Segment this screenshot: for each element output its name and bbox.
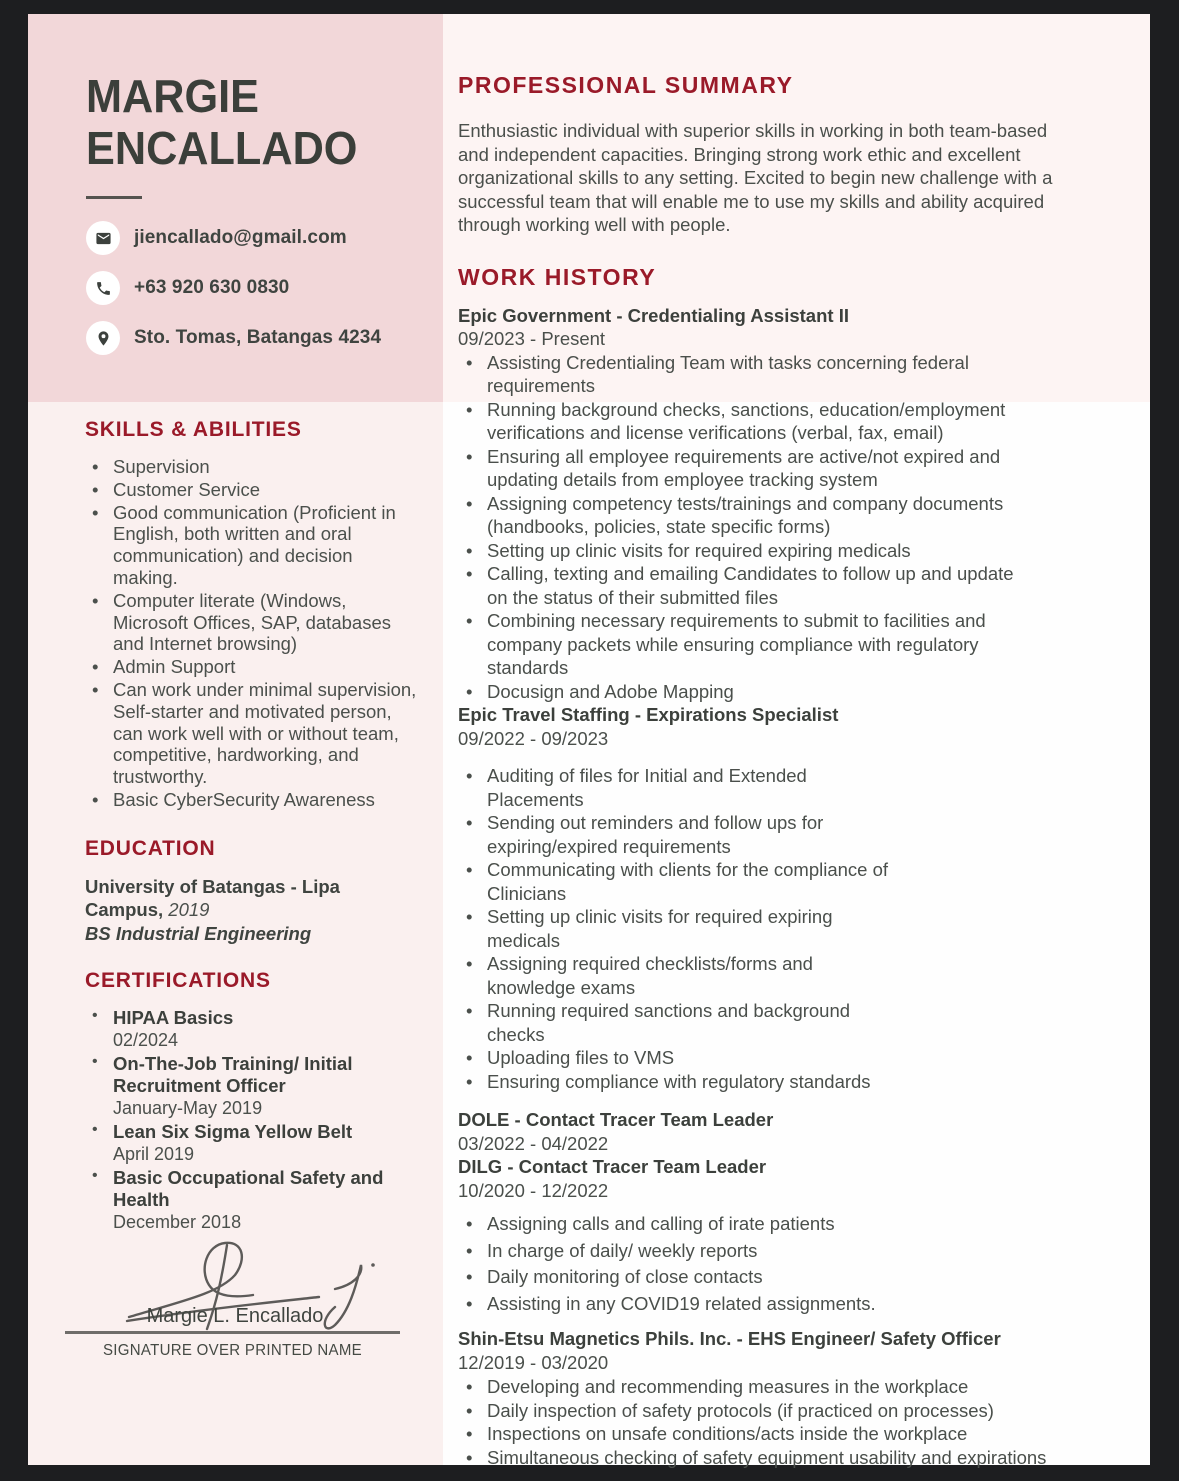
job-dates: 03/2022 - 04/2022 — [458, 1132, 609, 1154]
job-bullet: • Auditing of files for Initial and Extended Placements — [458, 764, 903, 811]
education-section — [85, 837, 417, 946]
job-entry — [458, 1327, 1070, 1469]
job-bullet: • Communicating with clients for the compliance of Clinicians — [458, 858, 903, 905]
contact-block — [86, 221, 419, 355]
job-bullets — [458, 1375, 1070, 1469]
email-icon — [86, 221, 120, 255]
signature-printed-name: Margie L. Encallado — [146, 1305, 324, 1328]
job-bullets — [458, 764, 1070, 1093]
job-bullet: • Setting up clinic visits for required expiring medicals — [458, 905, 903, 952]
certification-date: December 2018 — [113, 1212, 242, 1233]
job-bullets — [458, 1212, 1070, 1315]
job-title: DOLE - Contact Tracer Team Leader — [458, 1109, 774, 1130]
job-bullet: • Daily inspection of safety protocols (if practiced on processes) — [458, 1399, 1070, 1423]
signature-line — [65, 1331, 400, 1334]
person-name — [86, 70, 399, 174]
jobs-list — [458, 304, 1070, 1470]
job-title: Shin-Etsu Magnetics Phils. Inc. - EHS Engineer/ Safety Officer — [458, 1328, 1001, 1349]
contact-email-row — [86, 221, 419, 255]
job-bullet: • Ensuring compliance with regulatory standards — [458, 1070, 903, 1094]
job-bullet: • In charge of daily/ weekly reports — [458, 1239, 1070, 1263]
certification-title: • Lean Six Sigma Yellow Belt — [113, 1121, 353, 1143]
certification-date: January-May 2019 — [113, 1098, 263, 1119]
job-bullet: • Ensuring all employee requirements are active/not expired and updating details from employee tracking system — [458, 445, 1033, 492]
skill-item: • Computer literate (Windows, Microsoft Offices, SAP, databases and Internet browsing) — [85, 590, 417, 655]
name-underline — [86, 196, 142, 199]
education-year: 2019 — [168, 899, 210, 921]
job-bullet: • Assisting Credentialing Team with tasks concerning federal requirements — [458, 351, 1033, 398]
certifications-heading: CERTIFICATIONS — [85, 969, 271, 993]
job-bullets — [458, 351, 1070, 704]
job-bullet: • Uploading files to VMS — [458, 1046, 903, 1070]
certification-title: • On-The-Job Training/ Initial Recruitment Officer — [113, 1053, 353, 1097]
job-bullet: • Assigning required checklists/forms and knowledge exams — [458, 952, 903, 999]
education-school: University of Batangas - Lipa Campus, — [85, 875, 340, 921]
job-bullet: • Combining necessary requirements to submit to facilities and company packets while ensuring compliance with regulatory standards — [458, 609, 1033, 680]
job-title: DILG - Contact Tracer Team Leader — [458, 1156, 767, 1177]
job-entry — [458, 1155, 1070, 1315]
certification-title: • Basic Occupational Safety and Health — [113, 1167, 384, 1211]
job-bullet: • Assigning competency tests/trainings and company documents (handbooks, policies, state specific forms) — [458, 492, 1033, 539]
job-dates: 09/2023 - Present — [458, 328, 606, 349]
job-bullet: • Daily monitoring of close contacts — [458, 1265, 1070, 1289]
certifications-list — [85, 1007, 417, 1233]
signature-block — [85, 1235, 430, 1360]
resume-page — [28, 14, 1150, 1468]
education-school-line — [85, 875, 417, 922]
job-dates: 10/2020 - 12/2022 — [458, 1179, 609, 1201]
certification-item — [85, 1007, 417, 1051]
phone-icon — [86, 271, 120, 305]
education-degree: BS Industrial Engineering — [85, 922, 312, 944]
contact-phone-row — [86, 271, 419, 305]
email-text: jiencallado@gmail.com — [134, 227, 347, 248]
skill-item: • Supervision — [85, 456, 417, 478]
certification-date: April 2019 — [113, 1144, 195, 1165]
sidebar-body — [28, 402, 443, 1360]
certifications-section — [85, 969, 417, 1233]
job-entry — [458, 1108, 1070, 1155]
job-bullet: • Docusign and Adobe Mapping — [458, 680, 1033, 704]
certification-item — [85, 1167, 417, 1233]
certification-title: • HIPAA Basics — [113, 1007, 234, 1029]
certification-item — [85, 1053, 417, 1119]
skill-item: • Customer Service — [85, 479, 417, 501]
header-block — [28, 14, 443, 402]
certification-date: 02/2024 — [113, 1030, 179, 1051]
job-entry — [458, 304, 1070, 704]
work-history-heading: WORK HISTORY — [458, 263, 657, 290]
name-last: ENCALLADO — [86, 122, 358, 174]
job-bullet: • Simultaneous checking of safety equipment usability and expirations — [458, 1446, 1070, 1470]
job-bullet: • Running background checks, sanctions, education/employment verifications and license verifications (verbal, fax, email) — [458, 398, 1033, 445]
skill-item: • Admin Support — [85, 656, 417, 678]
skills-list — [85, 456, 417, 811]
job-bullet: • Inspections on unsafe conditions/acts inside the workplace — [458, 1422, 1070, 1446]
skill-item: • Good communication (Proficient in English, both written and oral communication) and decision making. — [85, 502, 417, 589]
job-bullet: • Running required sanctions and background checks — [458, 999, 903, 1046]
education-heading: EDUCATION — [85, 836, 216, 860]
job-dates: 09/2022 - 09/2023 — [458, 727, 609, 749]
summary-heading: PROFESSIONAL SUMMARY — [458, 72, 794, 98]
location-icon — [86, 321, 120, 355]
sidebar — [28, 14, 443, 1465]
signature-caption: SIGNATURE OVER PRINTED NAME — [102, 1342, 363, 1360]
main-content — [443, 14, 1150, 1469]
job-bullet: • Sending out reminders and follow ups for expiring/expired requirements — [458, 811, 903, 858]
job-bullet: • Setting up clinic visits for required expiring medicals — [458, 539, 1033, 563]
job-bullet: • Assigning calls and calling of irate patients — [458, 1212, 1070, 1236]
location-text: Sto. Tomas, Batangas 4234 — [134, 327, 382, 348]
main-column — [443, 14, 1150, 1468]
name-first: MARGIE — [86, 70, 259, 122]
job-bullet: • Developing and recommending measures in the workplace — [458, 1375, 1070, 1399]
contact-location-row — [86, 321, 419, 355]
job-entry — [458, 703, 1070, 1093]
skill-item: • Basic CyberSecurity Awareness — [85, 789, 417, 811]
skills-heading: SKILLS & ABILITIES — [85, 418, 302, 441]
skill-item: • Can work under minimal supervision, Self-starter and motivated person, can work well with or without team, competitive, hardworking, and trustworthy. — [85, 679, 417, 788]
job-bullet: • Assisting in any COVID19 related assignments. — [458, 1292, 1070, 1316]
job-bullet: • Calling, texting and emailing Candidates to follow up and update on the status of their submitted files — [458, 562, 1033, 609]
certification-item — [85, 1121, 417, 1165]
job-title: Epic Government - Credentialing Assistant II — [458, 304, 849, 326]
job-title: Epic Travel Staffing - Expirations Specialist — [458, 704, 839, 725]
job-dates: 12/2019 - 03/2020 — [458, 1351, 609, 1373]
phone-text: +63 920 630 0830 — [134, 277, 290, 298]
summary-text: Enthusiastic individual with superior skills in working in both team-based and independent capacities. Bringing strong work ethic and excellent organizational skills to any setting. Excited to begin new challenge with a successful team that will enable me to use my skills and ability acquired through working well with people. — [458, 120, 1053, 235]
